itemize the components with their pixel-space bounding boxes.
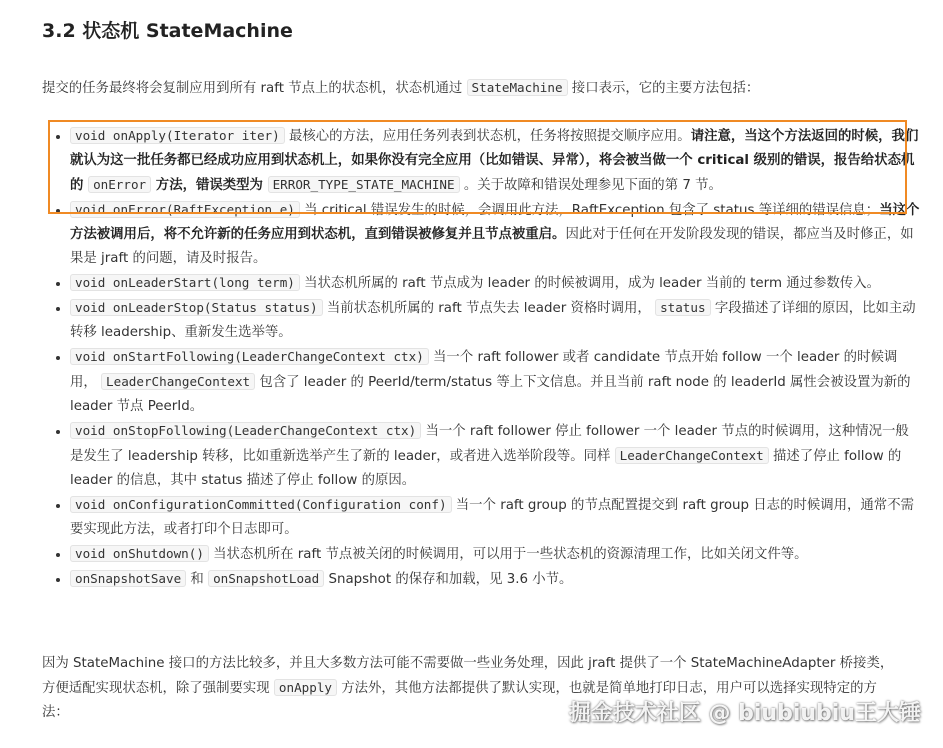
section-heading: 3.2 状态机 StateMachine — [42, 20, 293, 42]
inline-code: onError — [88, 176, 151, 193]
method-list — [42, 124, 920, 592]
method-description: 描述了停止 follow 的 leader 的信息，其中 status 描述了停止 follow 的原因。 — [70, 449, 902, 488]
method-signature: void onLeaderStart(long term) — [70, 274, 300, 291]
inline-code: onSnapshotLoad — [208, 570, 324, 587]
intro-text-after: 接口表示，它的主要方法包括： — [567, 81, 760, 96]
method-item-onerror — [70, 198, 920, 271]
method-signature: void onStopFollowing(LeaderChangeContext ctx) — [70, 422, 421, 439]
method-signature: onSnapshotSave — [70, 570, 186, 587]
method-description: 当一个 raft follower 停止 follower 一个 leader 节点的时候调用，这种情况一般是发生了 leadership 转移，比如重新选举产生了新的 leader，或者进入选举阶段等。同样 — [70, 424, 909, 464]
method-description: 当状态机所在 raft 节点被关闭的时候调用，可以用于一些状态机的资源清理工作，比如关闭文件等。 — [208, 547, 808, 562]
inline-code: ERROR_TYPE_STATE_MACHINE — [268, 176, 460, 193]
method-description: 当一个 raft group 的节点配置提交到 raft group 日志的时候调用，通常不需要实现此方法，或者打印个日志即可。 — [70, 498, 914, 537]
method-description: 字段描述了详细的原因，比如主动转移 leadership、重新发生选举等。 — [70, 301, 916, 340]
method-item-onconfigurationcommitted — [70, 493, 920, 542]
inline-code: status — [655, 299, 711, 316]
method-signature: void onStartFollowing(LeaderChangeContext ctx) — [70, 348, 429, 365]
method-emphasis: 当这个方法被调用后，将不允许新的任务应用到状态机，直到错误被修复并且节点被重启。 — [70, 203, 920, 242]
intro-text-before: 提交的任务最终将会复制应用到所有 raft 节点上的状态机，状态机通过 — [42, 81, 467, 96]
method-item-onstopfollowing — [70, 419, 920, 493]
method-description: 。关于故障和错误处理参见下面的第 7 节。 — [459, 178, 722, 193]
method-signature: void onApply(Iterator iter) — [70, 127, 285, 144]
intro-paragraph — [42, 76, 922, 101]
method-description: 最核心的方法，应用任务列表到状态机，任务将按照提交顺序应用。 — [284, 129, 691, 144]
method-item-onleaderstop — [70, 296, 920, 345]
method-emphasis: 请注意，当这个方法返回的时候，我们就认为这一批任务都已经成功应用到状态机上，如果你没有完全应用（比如错误、异常），将会被当做一个 critical 级别的错误，报告给状态机的 — [70, 129, 919, 193]
method-emphasis: 方法，错误类型为 — [151, 178, 268, 193]
method-description: 因此对于任何在开发阶段发现的错误，都应当及时修正，如果是 jraft 的问题，请及时报告。 — [70, 227, 914, 266]
inline-code: LeaderChangeContext — [101, 373, 255, 390]
method-item-onsnapshot — [70, 567, 920, 592]
method-description: 包含了 leader 的 PeerId/term/status 等上下文信息。并且当前 raft node 的 leaderId 属性会被设置为新的 leader 节点 PeerId。 — [70, 375, 911, 414]
method-signature: void onShutdown() — [70, 545, 209, 562]
method-description: 当 critical 错误发生的时候，会调用此方法，RaftException 包含了 status 等详细的错误信息； — [299, 203, 880, 218]
method-item-onapply — [70, 124, 920, 198]
method-signature: void onConfigurationCommitted(Configuration conf) — [70, 496, 452, 513]
outro-text-before: 因为 StateMachine 接口的方法比较多，并且大多数方法可能不需要做一些业务处理，因此 jraft 提供了一个 StateMachineAdapter 桥接类，方便适配实现状态机，除了强制要实现 — [42, 656, 894, 696]
inline-code: LeaderChangeContext — [615, 447, 769, 464]
watermark: 掘金技术社区 @ biubiubiu王大锤 — [568, 701, 921, 726]
outro-text-after: 方法外，其他方法都提供了默认实现，也就是简单地打印日志，用户可以选择实现特定的方法： — [42, 681, 877, 720]
inline-code-statemachine: StateMachine — [467, 79, 568, 96]
method-description: 和 — [186, 572, 209, 587]
method-description: 当前状态机所属的 raft 节点失去 leader 资格时调用， — [322, 301, 656, 316]
method-signature: void onError(RaftException e) — [70, 201, 300, 218]
inline-code-onapply: onApply — [274, 679, 337, 696]
method-description: 当状态机所属的 raft 节点成为 leader 的时候被调用，成为 leader 当前的 term 通过参数传入。 — [299, 276, 880, 291]
method-item-onshutdown — [70, 542, 920, 567]
method-signature: void onLeaderStop(Status status) — [70, 299, 323, 316]
method-item-onleaderstart — [70, 271, 920, 296]
method-description: 当一个 raft follower 或者 candidate 节点开始 follow 一个 leader 的时候调用， — [70, 350, 898, 390]
method-item-onstartfollowing — [70, 345, 920, 419]
method-description: Snapshot 的保存和加载，见 3.6 小节。 — [324, 572, 573, 587]
